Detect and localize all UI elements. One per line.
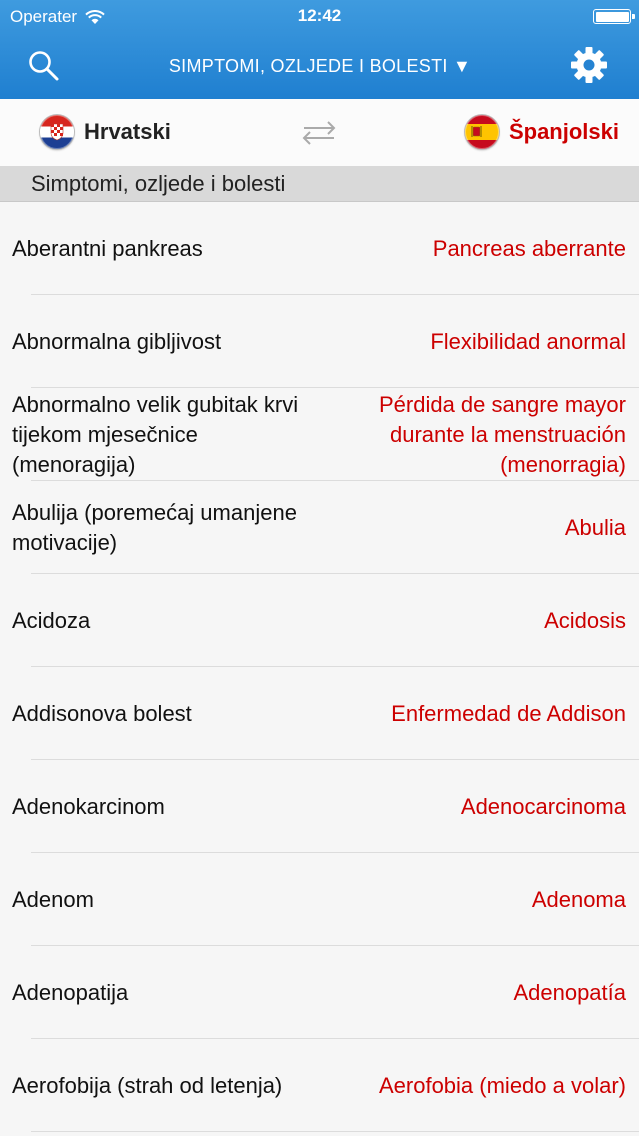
source-language-selector[interactable] xyxy=(40,115,171,149)
source-language-label: Hrvatski xyxy=(84,119,171,144)
translated-term: Adenocarcinoma xyxy=(460,793,626,819)
app-header xyxy=(0,0,639,99)
source-term: Addisonova bolest xyxy=(12,700,192,726)
gear-icon xyxy=(567,43,611,87)
source-term: Abnormalna gibljivost xyxy=(12,328,222,354)
settings-button[interactable] xyxy=(567,43,611,87)
source-term: Aerofobija (strah od letenja) xyxy=(12,1072,283,1098)
translated-term: Acidosis xyxy=(544,607,626,633)
search-button[interactable] xyxy=(26,48,62,84)
swap-arrows-icon xyxy=(298,119,340,147)
translated-term: Pérdida de sangre mayor durante la menstruación (menorragia) xyxy=(378,391,626,477)
source-term: Abnormalno velik gubitak krvi tijekom mjesečnice (menoragija) xyxy=(12,391,299,477)
translated-term: Pancreas aberrante xyxy=(432,235,626,261)
source-term: Acidoza xyxy=(12,607,91,633)
list-item[interactable] xyxy=(0,667,639,760)
spain-flag-icon xyxy=(465,115,499,149)
translated-term: Adenopatía xyxy=(513,979,626,1005)
term-list xyxy=(0,202,639,1132)
list-item[interactable] xyxy=(0,574,639,667)
list-item[interactable] xyxy=(0,481,639,574)
swap-languages-button[interactable] xyxy=(298,119,340,147)
status-bar xyxy=(0,0,639,34)
source-term: Adenopatija xyxy=(12,979,129,1005)
translated-term: Aerofobia (miedo a volar) xyxy=(378,1072,626,1098)
carrier-name: Operater xyxy=(10,7,78,26)
list-item[interactable] xyxy=(0,946,639,1039)
list-item[interactable] xyxy=(0,388,639,481)
target-language-label: Španjolski xyxy=(508,119,619,144)
category-dropdown[interactable]: SIMPTOMI, OZLJEDE I BOLESTI ▼ xyxy=(168,56,472,76)
translated-term: Flexibilidad anormal xyxy=(430,328,626,354)
source-term: Aberantni pankreas xyxy=(12,235,203,261)
source-term: Adenokarcinom xyxy=(12,793,165,819)
target-language-selector[interactable] xyxy=(465,115,619,149)
status-time: 12:42 xyxy=(297,6,342,25)
croatia-flag-icon xyxy=(40,115,74,149)
language-bar xyxy=(0,99,639,167)
translated-term: Abulia xyxy=(564,514,626,540)
translated-term: Adenoma xyxy=(531,886,626,912)
section-header xyxy=(0,166,639,202)
source-term: Adenom xyxy=(12,886,94,912)
list-item[interactable] xyxy=(0,853,639,946)
list-item[interactable] xyxy=(0,295,639,388)
battery-icon xyxy=(593,9,631,24)
list-item[interactable] xyxy=(0,202,639,295)
list-item[interactable] xyxy=(0,1039,639,1132)
translated-term: Enfermedad de Addison xyxy=(391,700,626,726)
search-icon xyxy=(26,48,62,84)
source-term: Abulija (poremećaj umanjene motivacije) xyxy=(12,499,297,555)
section-title: Simptomi, ozljede i bolesti xyxy=(31,171,286,196)
list-item[interactable] xyxy=(0,760,639,853)
nav-bar xyxy=(0,34,639,99)
